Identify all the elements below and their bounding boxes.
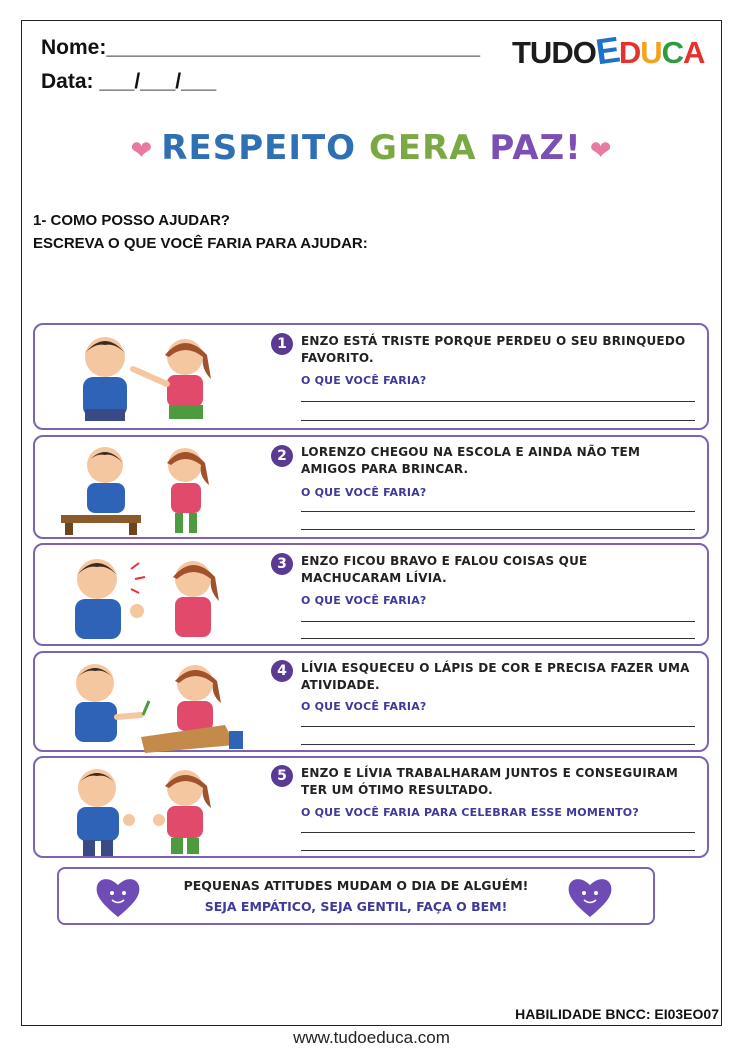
logo-text-u: U [640,35,662,70]
kindness-message-box [57,867,655,925]
scenario-text: ENZO FICOU BRAVO E FALOU COISAS QUE MACHUCARAM LÍVIA. [301,554,588,585]
name-field-label: Nome:________________________________ [41,36,481,59]
question-instruction: ESCREVA O QUE VOCÊ FARIA PARA AJUDAR: [33,235,368,252]
answer-line[interactable] [301,726,695,727]
heart-icon: ❤ [130,136,154,166]
scenario-text: ENZO ESTÁ TRISTE PORQUE PERDEU O SEU BRINQUEDO FAVORITO. [301,334,686,365]
message-line-2: SEJA EMPÁTICO, SEJA GENTIL, FAÇA O BEM! [204,899,508,914]
answer-line[interactable] [301,832,695,833]
scenario-card-2 [33,435,709,539]
scenario-card-1 [33,323,709,430]
scenario-card-3 [33,543,709,646]
date-field-label: Data: ___/___/___ [41,70,217,93]
answer-line[interactable] [301,638,695,639]
answer-line[interactable] [301,529,695,530]
illustration-thumbs-up-kids [45,762,245,862]
title-word-paz: PAZ! [489,128,582,168]
scenario-text: LÍVIA ESQUECEU O LÁPIS DE COR E PRECISA FAZER UMA ATIVIDADE. [301,661,690,692]
answer-line[interactable] [301,511,695,512]
answer-line[interactable] [301,401,695,402]
scenario-text: ENZO E LÍVIA TRABALHARAM JUNTOS E CONSEGUIRAM TER UM ÓTIMO RESULTADO. [301,766,679,797]
logo-text-tudo: TUDO [512,35,596,70]
scenario-prompt: O QUE VOCÊ FARIA? [301,700,427,713]
illustration-boy-lends-pencil [45,657,245,757]
scenario-card-5 [33,756,709,858]
title-word-respeito: RESPEITO [161,128,357,168]
bncc-skill-label: HABILIDADE BNCC: EI03EO07 [515,1006,719,1022]
website-link[interactable]: www.tudoeduca.com [293,1028,450,1047]
scenario-prompt: O QUE VOCÊ FARIA? [301,374,427,387]
illustration-angry-boy-sad-girl [45,549,245,649]
purple-heart-icon [563,873,617,921]
scenario-number-badge: 2 [271,445,293,467]
logo-text-d: D [618,35,641,70]
answer-line[interactable] [301,850,695,851]
illustration-lonely-boy-on-bench [45,441,245,541]
scenario-prompt: O QUE VOCÊ FARIA PARA CELEBRAR ESSE MOMENTO? [301,806,639,819]
scenario-card-4 [33,651,709,752]
logo-text-e: E [593,28,622,73]
message-line-1: PEQUENAS ATITUDES MUDAM O DIA DE ALGUÉM! [183,878,529,893]
illustration-sad-boy-comforted [45,329,245,429]
scenario-number-badge: 4 [271,660,293,682]
scenario-number-badge: 3 [271,553,293,575]
scenario-prompt: O QUE VOCÊ FARIA? [301,486,427,499]
heart-icon: ❤ [589,136,613,166]
scenario-prompt: O QUE VOCÊ FARIA? [301,594,427,607]
scenario-text: LORENZO CHEGOU NA ESCOLA E AINDA NÃO TEM AMIGOS PARA BRINCAR. [301,445,641,476]
scenario-number-badge: 1 [271,333,293,355]
answer-line[interactable] [301,420,695,421]
tudoeduca-logo [512,30,722,78]
title-word-gera: GERA [368,128,477,168]
answer-line[interactable] [301,744,695,745]
answer-line[interactable] [301,621,695,622]
page-title [0,128,743,168]
scenario-number-badge: 5 [271,765,293,787]
logo-text-a: A [683,35,705,70]
logo-text-c: C [661,35,684,70]
question-heading: 1- COMO POSSO AJUDAR? [33,212,230,229]
